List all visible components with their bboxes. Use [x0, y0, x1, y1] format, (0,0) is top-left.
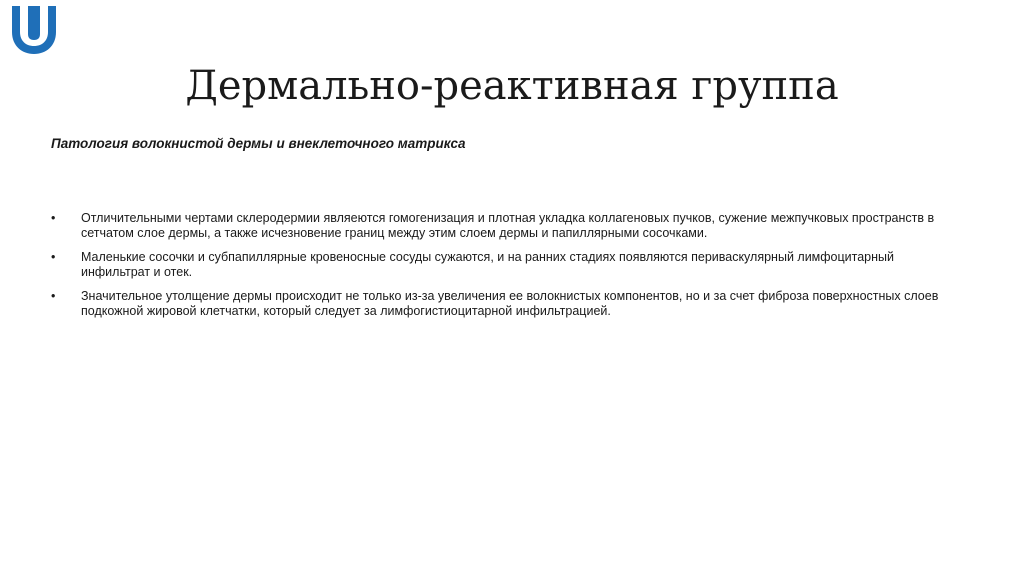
slide-title: Дермально-реактивная группа — [185, 63, 839, 109]
bullet-text: Отличительными чертами склеродермии являеются гомогенизация и плотная укладка коллагеновых пучков, сужение межпучковых пространств в сетчатом слое дермы, а также исчезновение границ между этим слоем дермы и папиллярными сосочками. — [81, 211, 935, 240]
bullet-item — [51, 211, 951, 241]
university-logo-icon — [9, 4, 59, 56]
bullet-item — [51, 250, 951, 280]
bullet-item — [51, 289, 951, 319]
bullet-marker: • — [51, 250, 56, 264]
university-logo — [9, 4, 59, 56]
slide-subtitle: Патология волокнистой дермы и внеклеточного матрикса — [51, 136, 466, 151]
bullet-marker: • — [51, 289, 56, 303]
bullet-list — [51, 211, 951, 328]
bullet-text: Значительное утолщение дермы происходит не только из-за увеличения ее волокнистых компонентов, но и за счет фиброза поверхностных слоев подкожной жировой клетчатки, который следует за лимфогистиоцитарной инфильтрацией. — [81, 289, 939, 318]
bullet-text: Маленькие сосочки и субпапиллярные кровеносные сосуды сужаются, и на ранних стадиях появляются периваскулярный лимфоцитарный инфильтрат и отек. — [81, 250, 895, 279]
bullet-marker: • — [51, 211, 56, 225]
